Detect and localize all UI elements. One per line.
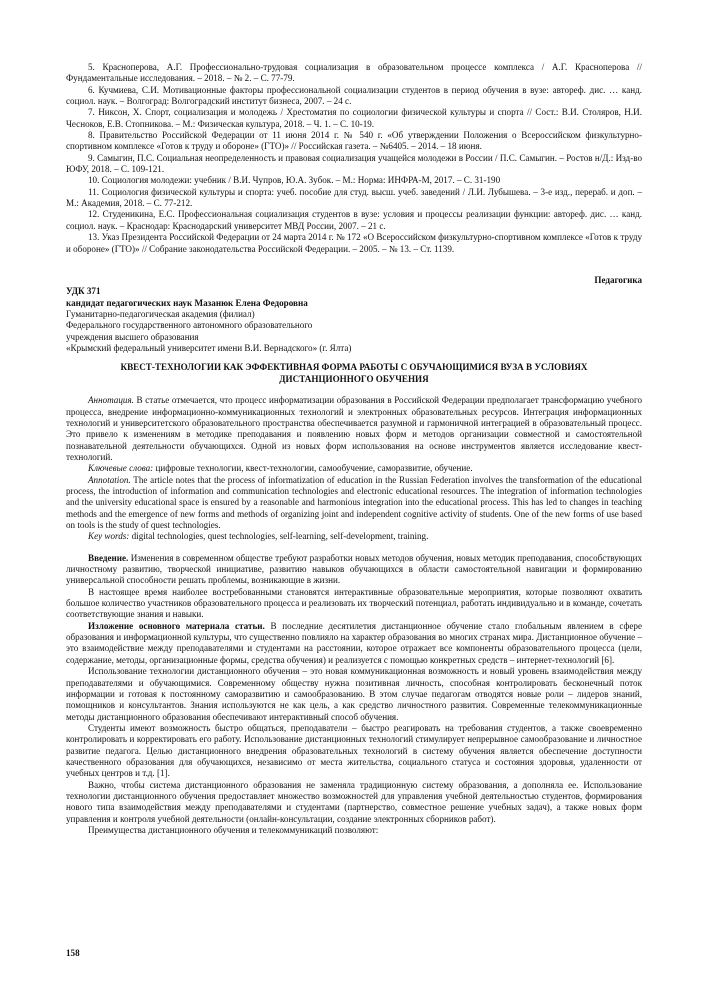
body-paragraph: Студенты имеют возможность быстро общаться, преподаватели – быстро реагировать на требования студентов, а также своевременно контролировать и корректировать его работу. Использование дистанционных технологий стимулирует непрерывное самообразование и личностное развитие педагога. Целью дистанционного внедрения образовательных технологий в систему обучения является обеспечение доступности качественного образования для обучающихся, независимо от места жительства, социального статуса и состояния здоровья, удаленности от учебных центров и т.д. [1].	[66, 722, 642, 779]
reference-item: 5. Красноперова, А.Г. Профессионально-трудовая социализация в образовательном процессе комплекса / А.Г. Красноперова // Фундаментальные исследования. – 2018. – № 2. – С. 77-79.	[66, 62, 642, 84]
main-text: В последние десятилетия дистанционное обучение стало глобальным явлением в сфере образования и информационной культуры, что существенно повлияло на характер образования во многих странах мира. Дистанционное обучение – это взаимодействие между преподавателями и студентами на расстоянии, которое отражает все компоненты образовательного процесса (цели, содержание, методы, организационные формы, средства обучения) и реализуется с помощью конкретных средств – интернет-технологий [6].	[66, 620, 642, 665]
body-paragraph: Использование технологии дистанционного обучения – это новая коммуникационная возможность и новый уровень взаимодействия между преподавателями и обучающимися. Современному обществу нужна позитивная личность, способная контролировать бесконечный поток информации и готовая к постоянному саморазвитию и самообразованию. В этом случае педагогам отводятся новые роли – лидеров знаний, помощников и консультантов. Знания используются не как цель, а как средство личностного развития. Современные телекоммуникационные методы дистанционного образования обеспечивают интерактивный способ обучения.	[66, 666, 642, 722]
abstract-en-text: The article notes that the process of informatization of education in the Russian Federation involves the transformation of the educational process, the introduction of information and communication technologies and electronic educational resources. The integration of information technologies and the university educational space is ensured by a reasonable and harmonious integration into the educational process. This has led to changes in teaching methods and the emergence of new forms and methods of organizing joint and independent cognitive activity of students. One of the new forms of use based on tools is the study of quest technologies.	[66, 474, 642, 531]
affiliation-line: Федерального государственного автономного образовательного	[66, 320, 313, 331]
reference-item: 7. Никсон, Х. Спорт, социализация и молодежь / Хрестоматия по социологии физической культуры и спорта // Сост.: В.И. Столяров, Н.И. Чесноков, Е.В. Стопникова. – М.: Физическая культура, 2018. – Ч. 1. – С. 10-19.	[66, 107, 642, 129]
abstract-ru-label: Аннотация.	[88, 395, 134, 406]
abstract-ru-text: В статье отмечается, что процесс информатизации образования в Российской Федерации предполагает трансформацию учебного процесса, внедрение информационно-коммуникационных технологий и электронных образовательных ресурсов. Интеграция информационных технологий и университетского образовательного пространства обеспечивается разумной и гармоничной интеграцией в образовательный процесс. Это привело к изменениям в методике преподавания и появлению новых форм и методов организации совместной и самостоятельной познавательной деятельности обучающихся. Одной из новых форм использования на основе инструментов является исследование квест-технологий.	[66, 395, 642, 462]
reference-item: 9. Самыгин, П.С. Социальная неопределенность и правовая социализация учащейся молодежи в России / П.С. Самыгин. – Ростов н/Д.: Изд-во ЮФУ, 2018. – С. 109-121.	[66, 152, 642, 175]
page-number: 158	[66, 948, 80, 958]
main-paragraph	[66, 621, 642, 666]
keywords-ru-label: Ключевые слова:	[88, 463, 154, 474]
reference-item: 10. Социология молодежи: учебник / В.И. Чупров, Ю.А. Зубок. – М.: Норма: ИНФРА-М, 2017. – С. 31-190	[88, 175, 501, 186]
keywords-en	[66, 531, 642, 542]
affiliation-line: учреждения высшего образования	[66, 331, 199, 342]
keywords-en-label: Key words:	[88, 531, 130, 542]
abstract-en-label: Annotation.	[88, 474, 131, 485]
author-name: кандидат педагогических наук Мазанюк Елена Федоровна	[66, 297, 308, 308]
article-title: КВЕСТ-ТЕХНОЛОГИИ КАК ЭФФЕКТИВНАЯ ФОРМА РАБОТЫ С ОБУЧАЮЩИМИСЯ ВУЗА В УСЛОВИЯХ ДИСТАНЦИОННОГО ОБУЧЕНИЯ	[120, 362, 588, 384]
reference-item: 12. Студеникина, Е.С. Профессиональная социализация студентов в вузе: условия и процессы реализации функции: автореф. дис. … канд. социол. наук. – Краснодар: Краснодарский университет МВД России, 2007. – 21 с.	[66, 209, 642, 231]
reference-list	[66, 62, 642, 255]
abstract-en	[66, 475, 642, 532]
body-paragraph: Важно, чтобы система дистанционного образования не заменяла традиционную систему образования, а дополняла ее. Использование технологии дистанционного обучения предоставляет множество возможностей для управления учебной деятельностью студентов, формирования нового типа взаимодействия между преподавателями и студентами (партнерство, совместное решение учебных задач), а также новых форм управления и контроля учебной деятельности (онлайн-консультации, создание электронных сборников работ).	[66, 779, 642, 824]
keywords-ru-text: цифровые технологии, квест-технологии, самообучение, саморазвитие, обучение.	[153, 463, 473, 474]
page-body	[66, 62, 642, 836]
abstract-ru	[66, 395, 642, 463]
reference-item: 8. Правительство Российской Федерации от 11 июня 2014 г. № 540 г. «Об утверждении Положения о Всероссийском физкультурно-спортивном комплексе «Готов к труду и обороне» (ГТО)» // Российская газета. – №6405. – 2014. – 18 июня.	[66, 130, 642, 152]
intro-label: Введение.	[88, 552, 129, 563]
keywords-ru	[66, 463, 642, 474]
body-paragraph: В настоящее время наиболее востребованными становятся интерактивные образовательные мероприятия, которые позволяют охватить большое количество участников образовательного процесса и реализовать их творческий потенциал, работать индивидуально и в команде, сочетать соответствующие знания и навыки.	[66, 586, 642, 620]
affiliation-line: Гуманитарно-педагогическая академия (филиал)	[66, 308, 255, 319]
udk-code: УДК 371	[66, 286, 101, 297]
reference-item: 13. Указ Президента Российской Федерации от 24 марта 2014 г. № 172 «О Всероссийском физкультурно-спортивном комплексе «Готов к труду и обороне» (ГТО)» // Собрание законодательства Российской Федерации. – 2005. – № 13. – Ст. 1139.	[66, 232, 642, 254]
main-label: Изложение основного материала статьи.	[88, 620, 265, 631]
reference-item: 11. Социология физической культуры и спорта: учеб. пособие для студ. высш. учеб. заведений / Л.И. Лубышева. – 3-е изд., перераб. и доп. – М.: Академия, 2018. – С. 77-212.	[66, 186, 642, 209]
intro-paragraph	[66, 553, 642, 587]
affiliation-line: «Крымский федеральный университет имени В.И. Вернадского» (г. Ялта)	[66, 342, 352, 353]
section-label: Педагогика	[594, 274, 642, 285]
keywords-en-text: digital technologies, quest technologies, self-learning, self-development, training.	[129, 531, 429, 542]
intro-text: Изменения в современном обществе требуют разработки новых методов обучения, новых методик преподавания, способствующих личностному развитию, творческой инициативе, развитию навыков обучающихся в области самостоятельной навигации и формированию универсальной способности решать проблемы, возникающие в жизни.	[66, 552, 642, 586]
reference-item: 6. Кучмиева, С.И. Мотивационные факторы профессиональной социализации студентов в период обучения в вузе: автореф. дис. … канд. социол. наук. – Волгоград: Волгоградский институт бизнеса, 2007. – 24 с.	[66, 84, 642, 107]
body-paragraph: Преимущества дистанционного обучения и телекоммуникаций позволяют:	[88, 824, 379, 835]
